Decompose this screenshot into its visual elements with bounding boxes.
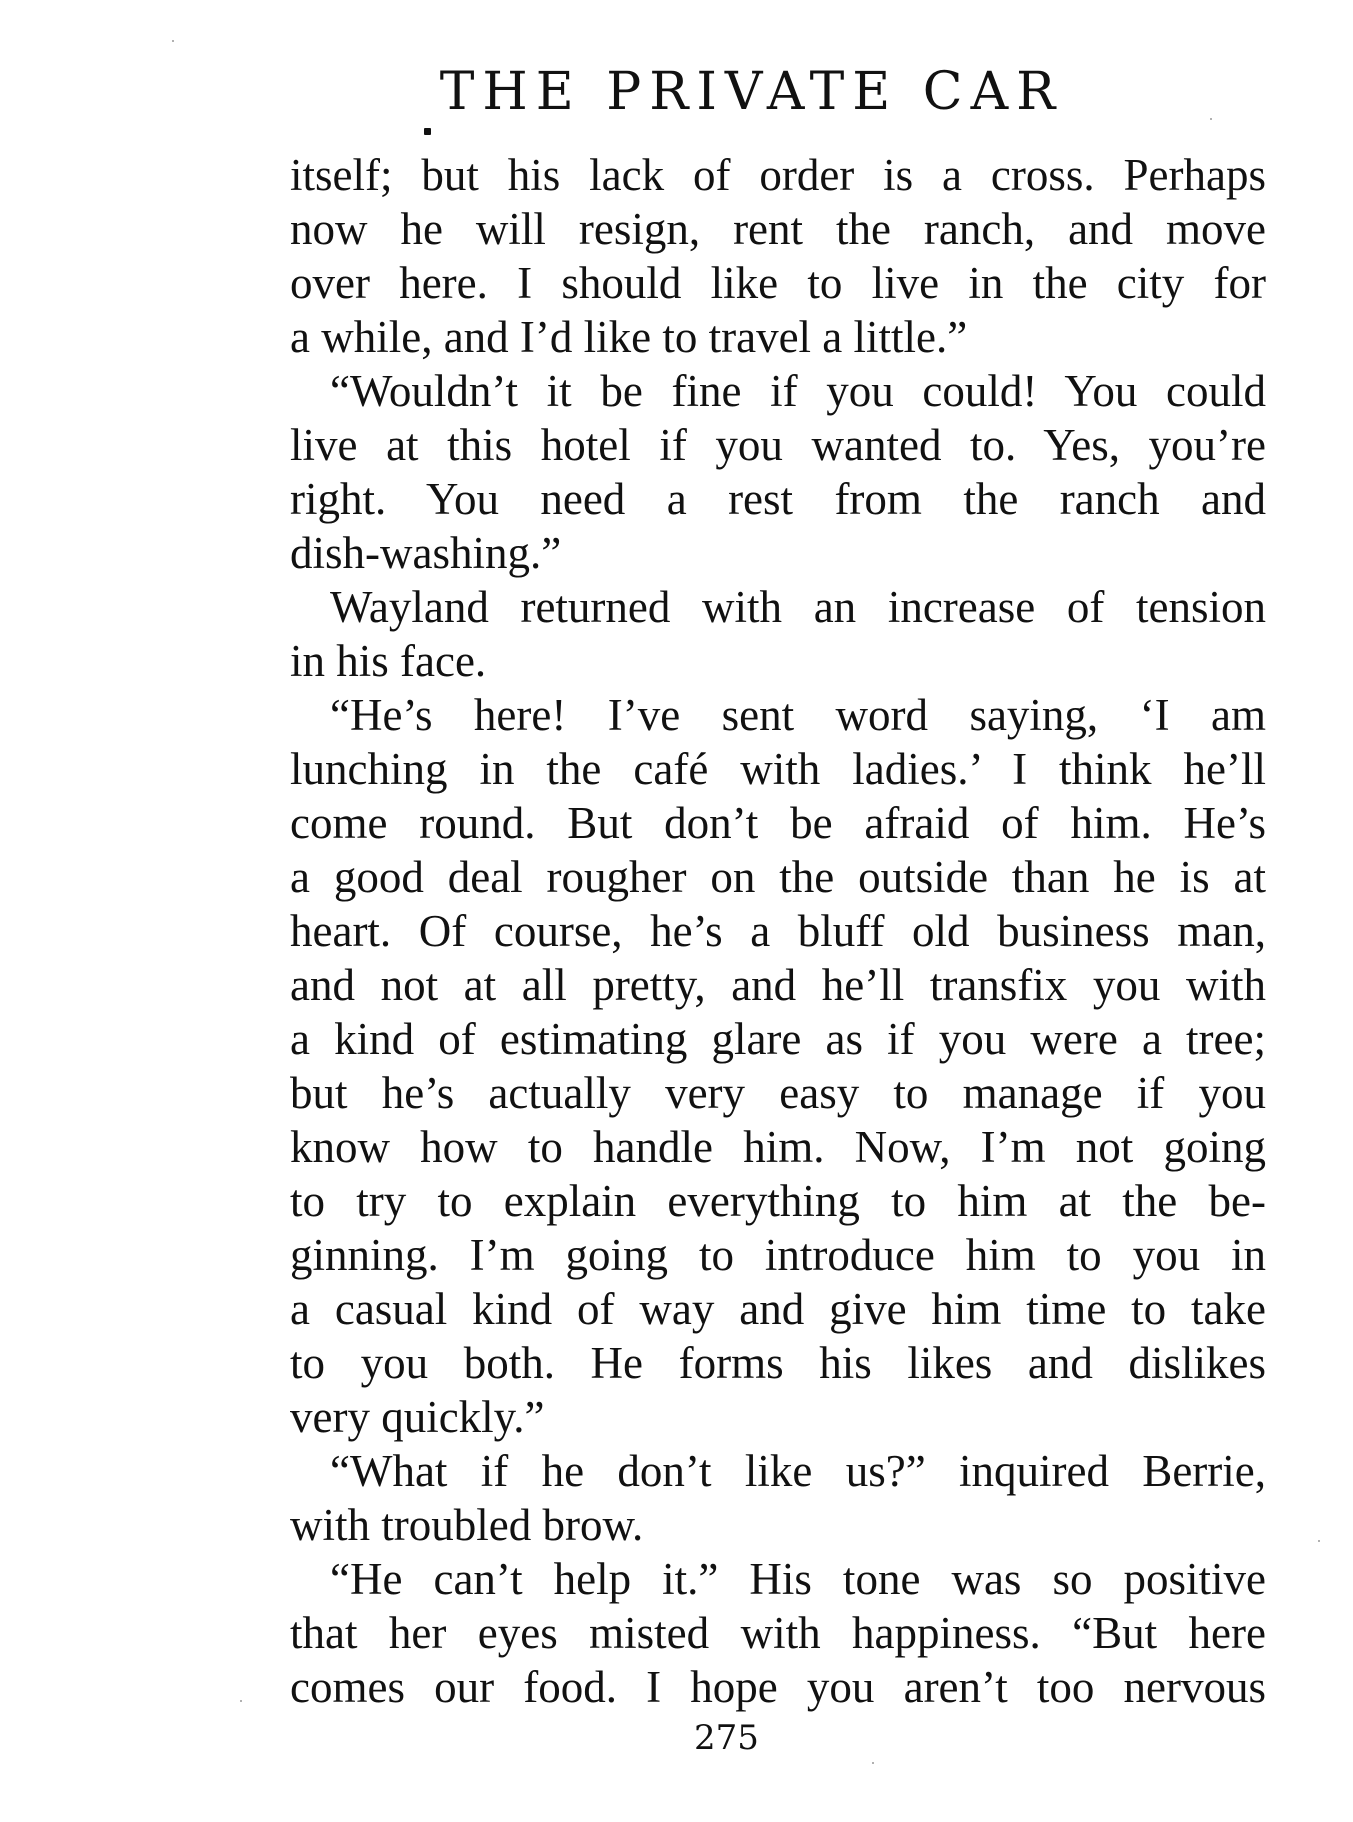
text-line: heart. Of course, he’s a bluff old business man, [290, 906, 1266, 956]
text-line: dish-washing.” [290, 528, 562, 578]
paper-speck [1210, 118, 1212, 120]
paper-speck [1318, 1540, 1320, 1542]
text-line: itself; but his lack of order is a cross. Perhaps [290, 150, 1266, 200]
text-line: now he will resign, rent the ranch, and move [290, 204, 1266, 254]
text-line: to you both. He forms his likes and dislikes [290, 1338, 1266, 1388]
text-line: know how to handle him. Now, I’m not going [290, 1122, 1266, 1172]
text-line: “He can’t help it.” His tone was so positive [330, 1554, 1266, 1604]
text-line: to try to explain everything to him at the be- [290, 1176, 1266, 1226]
running-head: THE PRIVATE CAR [439, 62, 1064, 122]
text-line: ginning. I’m going to introduce him to you in [290, 1230, 1266, 1280]
text-line: a kind of estimating glare as if you were a tree; [290, 1014, 1266, 1064]
page-number: 275 [694, 1718, 759, 1758]
text-line: but he’s actually very easy to manage if you [290, 1068, 1266, 1118]
text-line: lunching in the café with ladies.’ I think he’ll [290, 744, 1266, 794]
text-line: and not at all pretty, and he’ll transfix you with [290, 960, 1266, 1010]
text-line: come round. But don’t be afraid of him. He’s [290, 798, 1266, 848]
text-line: very quickly.” [290, 1392, 545, 1442]
paper-speck [240, 1700, 242, 1702]
text-line: “What if he don’t like us?” inquired Berrie, [330, 1446, 1266, 1496]
text-line: “Wouldn’t it be fine if you could! You could [330, 366, 1266, 416]
text-line: that her eyes misted with happiness. “But here [290, 1608, 1266, 1658]
text-line: Wayland returned with an increase of tension [330, 582, 1266, 632]
text-line: “He’s here! I’ve sent word saying, ‘I am [330, 690, 1266, 740]
text-line: comes our food. I hope you aren’t too nervous [290, 1662, 1266, 1712]
text-line: right. You need a rest from the ranch and [290, 474, 1266, 524]
text-line: live at this hotel if you wanted to. Yes, you’re [290, 420, 1266, 470]
body-text [290, 148, 1266, 1714]
text-line: with troubled brow. [290, 1500, 644, 1550]
text-line: a good deal rougher on the outside than he is at [290, 852, 1266, 902]
ink-speck [424, 128, 431, 135]
paper-speck [872, 1762, 874, 1764]
text-line: a while, and I’d like to travel a little.” [290, 312, 968, 362]
text-line: in his face. [290, 636, 487, 686]
text-line: a casual kind of way and give him time to take [290, 1284, 1266, 1334]
text-line: over here. I should like to live in the city for [290, 258, 1266, 308]
paper-speck [172, 40, 174, 42]
